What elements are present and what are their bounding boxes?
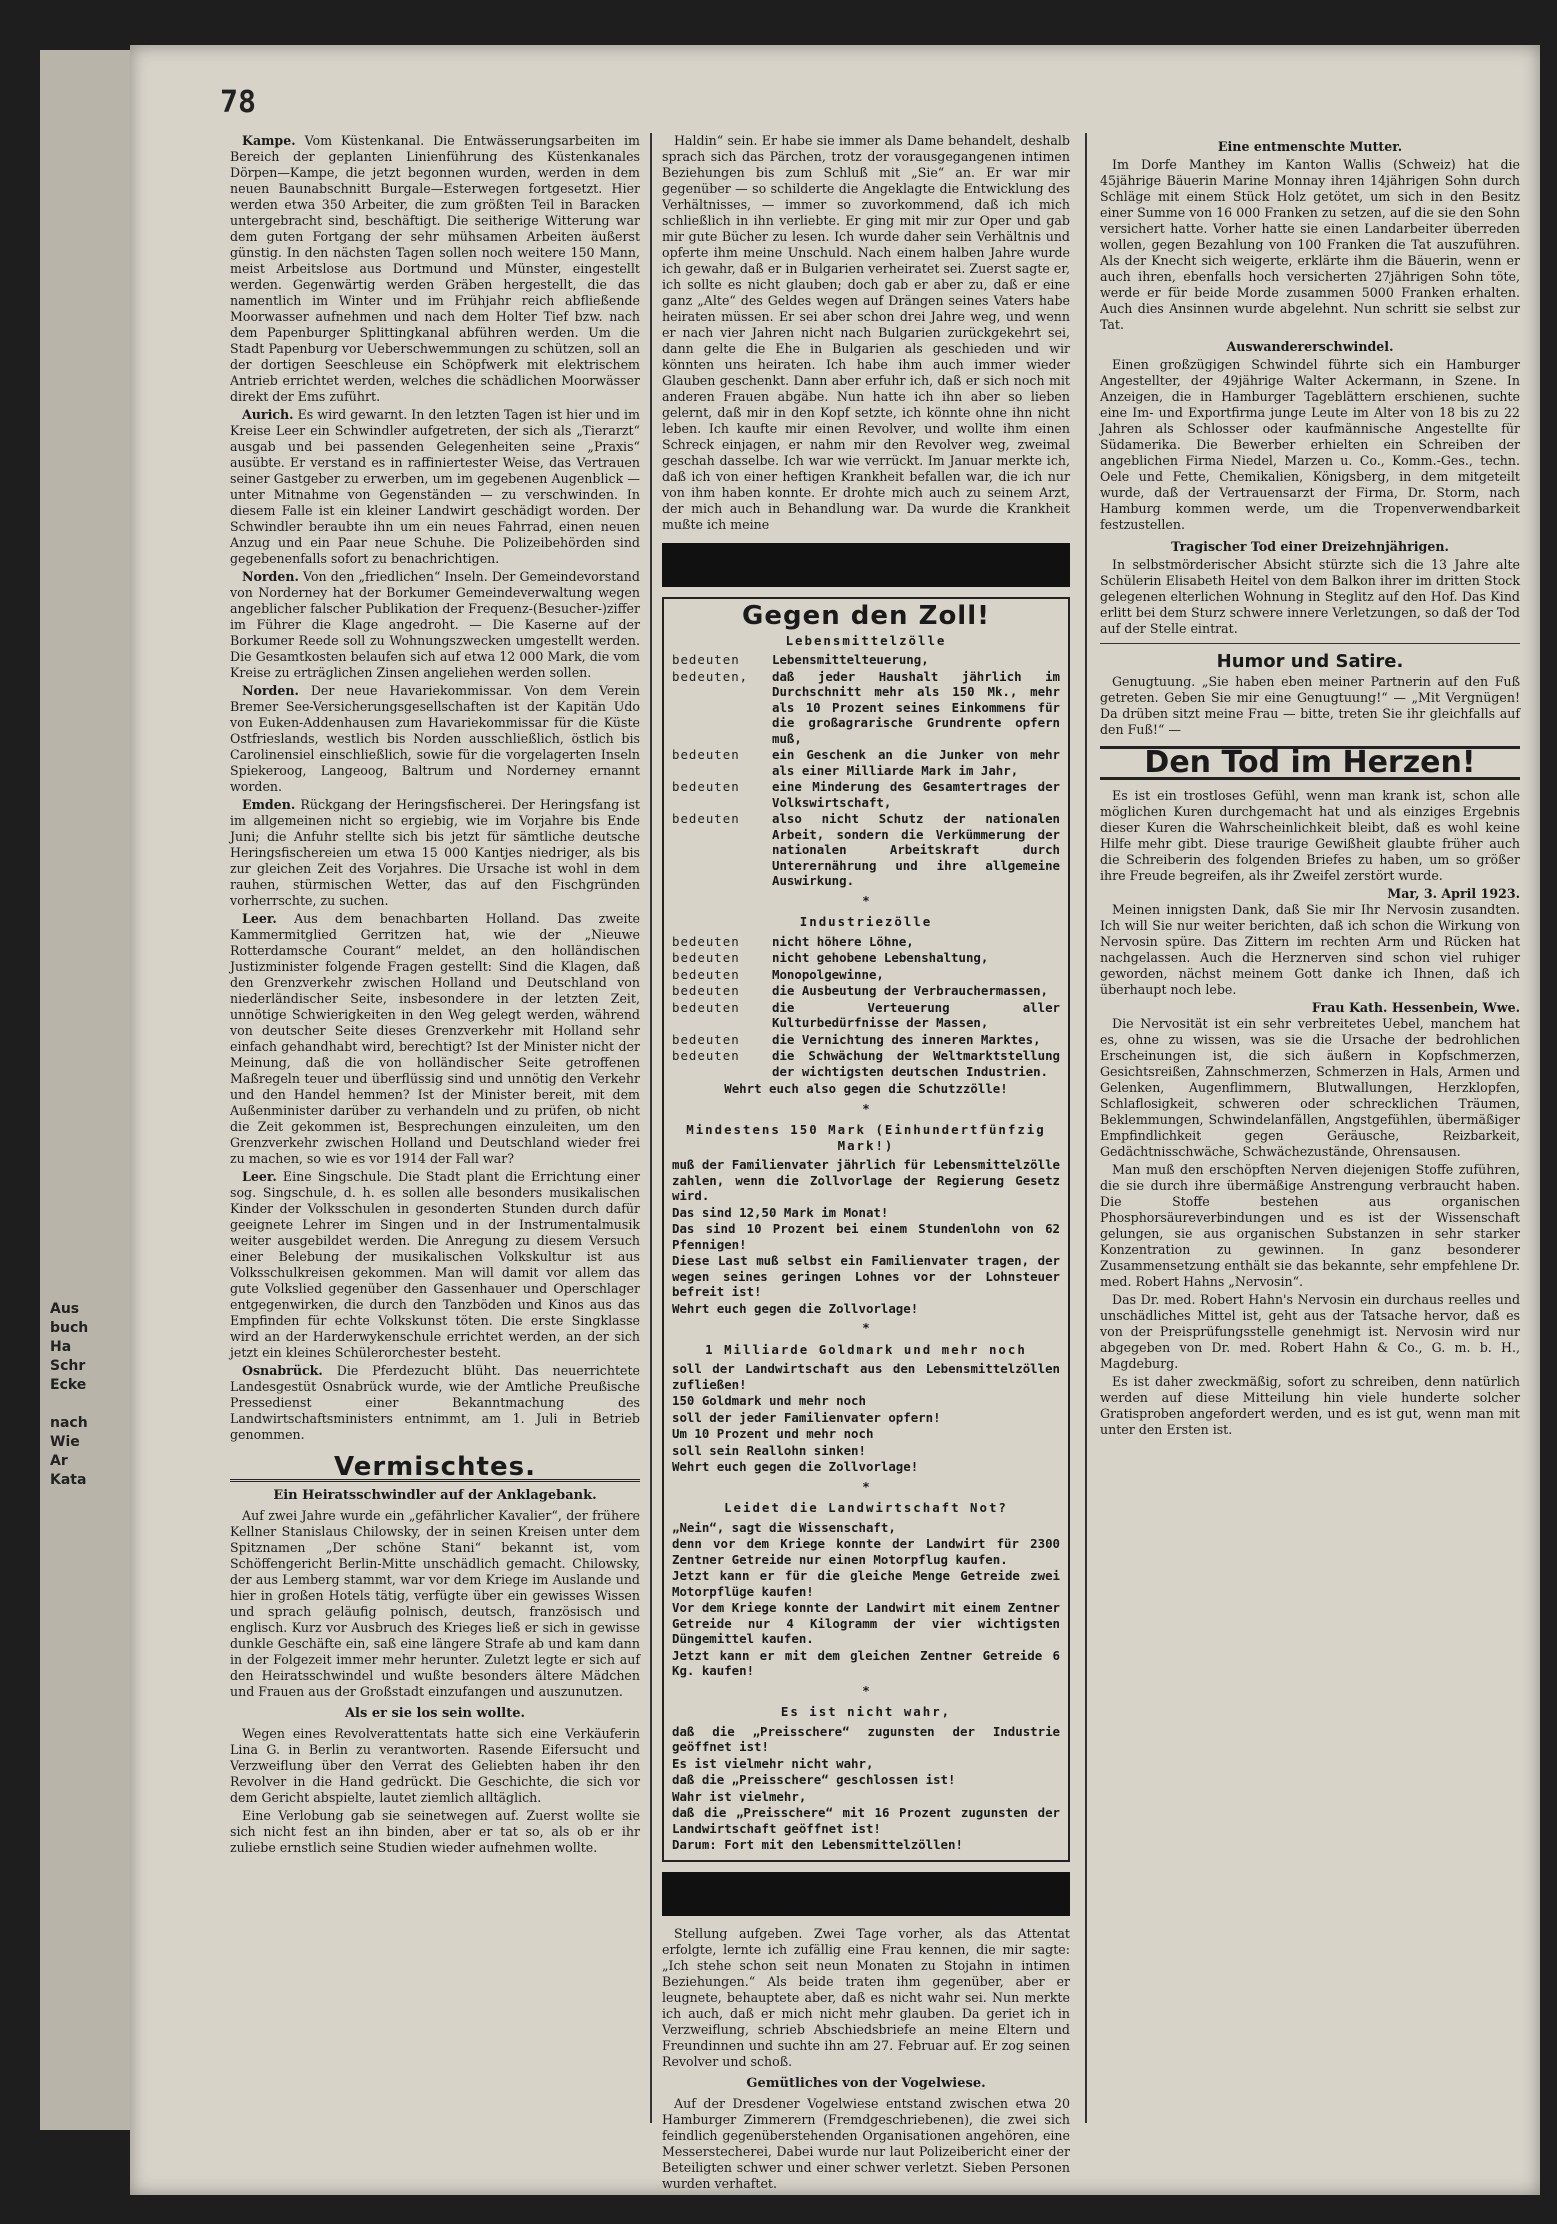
ad-line: Wehrt euch gegen die Zollvorlage! xyxy=(672,1300,919,1316)
article-paragraph: In selbstmörderischer Absicht stürzte sich die 13 Jahre alte Schülerin Elisabeth Heitel von dem Balkon ihrer im dritten Stock gelegenen elterlichen Wohnung in Steglitz auf den Hof. Das Kind erlitt bei dem Sturz schwere innere Verletzungen, so daß der Tod auf der Stelle eintrat. xyxy=(1100,557,1520,636)
ad-row-value: eine Minderung des Gesamtertrages der Volkswirtschaft, xyxy=(772,779,1060,810)
ad-row xyxy=(672,1032,1060,1048)
ad-line: Wehrt euch gegen die Zollvorlage! xyxy=(672,1459,919,1474)
ad-block-heading: Es ist nicht wahr, xyxy=(780,1704,952,1719)
article-paragraph: Es ist ein trostloses Gefühl, wenn man krank ist, schon alle möglichen Kuren durchgemacht hat und als einziges Ergebnis dieser Kuren die Wahrscheinlichkeit bleibt, daß es wohl keine Hilfe mehr gibt. Diese traurige Gewißheit glaubte früher auch die Schreiberin des folgenden Briefes zu haben, um so größer ihre Freude begreifen, als ihr Zweifel zerstört wurde. xyxy=(1100,788,1520,883)
article-paragraph: Die Nervosität ist ein sehr verbreitetes Uebel, manchem hat es, ohne zu wissen, was sie die Ursache der bedrohlichen Erscheinungen ist, die sich äußern in Kopfschmerzen, Gesichtsreißen, Zahnschmerzen, Schmerzen in Hals, Armen und Gelenken, Augenflimmern, Blutwallungen, Herzklopfen, Schlaflosigkeit, schweren oder schrecklichen Träumen, Beklemmungen, Schwindelanfällen, Angstgefühlen, übermäßiger Empfindlichkeit gegen Geräusche, Reizbarkeit, Gedächtnisschwäche, Schwächezustände, Ohrensausen. xyxy=(1100,1016,1520,1159)
side-strip-line: Ecke xyxy=(50,1377,87,1393)
article-heading: Tragischer Tod einer Dreizehnjährigen. xyxy=(1171,539,1449,554)
ad-line: Das sind 10 Prozent bei einem Stundenlohn von 62 Pfennigen! xyxy=(672,1221,1060,1252)
ad-line: Um 10 Prozent und mehr noch xyxy=(672,1426,874,1441)
ad-line: daß die „Preisschere“ zugunsten der Industrie geöffnet ist! xyxy=(672,1723,1060,1754)
ad-line: soll sein Reallohn sinken! xyxy=(672,1442,866,1458)
ad-line: Darum: Fort mit den Lebensmittelzöllen! xyxy=(672,1837,963,1852)
ad-line: Das sind 12,50 Mark im Monat! xyxy=(672,1204,889,1220)
ad-row-value: Monopolgewinne, xyxy=(772,966,884,982)
ad-row xyxy=(672,747,1060,778)
side-strip-line: Kata xyxy=(50,1472,87,1488)
ad-row-key: bedeuten xyxy=(672,811,740,826)
middle-column xyxy=(662,133,1070,2191)
article-paragraph: Stellung aufgeben. Zwei Tage vorher, als das Attentat erfolgte, lernte ich zufällig eine Frau kennen, die mir sagte: „Ich stehe schon seit neun Monaten zu Stojahn in intimen Beziehungen.“ Als beide traten ihm gegenüber, aber er leugnete, behauptete aber, daß es nicht wahr sei. Nun merkte ich auch, daß er mich nicht mehr glauben. Da geriet ich in Verzweiflung, schrieb Abschiedsbriefe an meine Eltern und Freundinnen und suchte ihn am 27. Februar auf. Er zog seinen Revolver und schoß. xyxy=(662,1925,1070,2069)
ad-row xyxy=(672,811,1060,889)
letter-date: Mar, 3. April 1923. xyxy=(1387,886,1520,901)
ad-line: denn vor dem Kriege konnte der Landwirt für 2300 Zentner Getreide nur einen Motorpflug kaufen. xyxy=(672,1536,1060,1567)
ad-line: daß die „Preisschere“ mit 16 Prozent zugunsten der Landwirtschaft geöffnet ist! xyxy=(672,1805,1060,1836)
ad-row xyxy=(672,1000,1060,1031)
ad-block-heading: 1 Milliarde Goldmark und mehr noch xyxy=(705,1341,1027,1357)
news-item-location: Leer. xyxy=(242,911,277,926)
ad-row-key: bedeuten xyxy=(672,933,740,949)
news-item xyxy=(230,683,640,795)
ad-line: daß die „Preisschere“ geschlossen ist! xyxy=(672,1772,956,1787)
ad-lines xyxy=(672,1157,1060,1316)
ad-subheading: Industriezölle xyxy=(799,914,933,929)
ad-line: soll der jeder Familienvater opfern! xyxy=(672,1409,941,1425)
news-item-text: Rückgang der Heringsfischerei. Der Heringsfang ist im allgemeinen nicht so ergiebig, wie im Vorjahre bis Ende Juni; die Anfuhr stellte sich bis jetzt für sämtliche deutsche Heringsfischereien um etwa 15 000 Kantjes niedriger, als bis zur gleichen Zeit des Vorjahres. Die Ursache ist wohl in dem rauhen, stürmischen Wetter, das auf den Fischgründen vorherrschte, zu suchen. xyxy=(230,797,640,908)
news-item xyxy=(230,797,640,909)
news-item-text: Aus dem benachbarten Holland. Das zweite Kammermitglied Gerritzen hat, wie der „Nieuwe Rotterdamsche Courant“ meldet, an den holländischen Justizminister folgende Fragen gestellt: Sind die Klagen, daß den Grenzverkehr zwischen Holland und Deutschland von niederländischer Seite, insbesondere in der letzten Zeit, unnötige Schwierigkeiten in den Weg gelegt werden, während von deutscher Seite dieses Grenzverkehr mit Holland sehr einfach gehandhabt wird, berechtigt? Ist der Minister nicht der Meinung, daß die von holländischer Seite getroffenen Maßregeln teuer und überflüssig sind und unnötig den Verkehr und den Handel hemmen? Ist der Minister bereit, mit dem Außenminister darüber zu verhandeln und zu prüfen, ob nicht die Zeit gekommen ist, Besprechungen einzuleiten, um den Grenzverkehr zwischen Holland und Deutschland wieder frei zu machen, so wie es vor 1914 der Fall war? xyxy=(230,911,640,1166)
side-strip-line xyxy=(50,1395,140,1414)
underlying-page-text xyxy=(50,1300,140,1490)
ad-row-key: bedeuten, xyxy=(672,668,749,684)
article-paragraph: Im Dorfe Manthey im Kanton Wallis (Schweiz) hat die 45jährige Bäuerin Marine Monnay ihren 14jährigen Sohn durch Schläge mit einem Stück Holz getötet, um sich in den Besitz einer Summe von 16 000 Franken zu setzen, auf die sie den Sohn versichert hatte. Vorher hatte sie einen Landarbeiter überreden wollen, gegen Bezahlung von 100 Franken die Tat auszuführen. Als der Knecht sich weigerte, erklärte ihm die Bäuerin, wenn er auch ihren, ebenfalls hoch versicherten 27jährigen Sohn töte, werde er für beide Morde zusammen 5000 Franken erhalten. Auch dies Ansinnen wurde abgelehnt. Nun schritt sie selbst zur Tat. xyxy=(1100,157,1520,332)
ad-row xyxy=(672,983,1060,999)
ad-row-key: bedeuten xyxy=(672,966,740,982)
ad-line: Jetzt kann er für die gleiche Menge Getreide zwei Motorpflüge kaufen! xyxy=(672,1568,1060,1599)
news-item-location: Osnabrück. xyxy=(242,1363,323,1378)
news-item xyxy=(230,1169,640,1361)
page-number: 78 xyxy=(220,85,257,120)
ad-row-key: bedeuten xyxy=(672,652,740,667)
side-strip-line: Ar xyxy=(50,1453,68,1469)
ad-separator: * xyxy=(862,892,870,908)
ad-lines xyxy=(672,1520,1060,1679)
column-divider xyxy=(1085,133,1087,2123)
side-strip-line: Schr xyxy=(50,1358,86,1374)
ad-line: Wahr ist vielmehr, xyxy=(672,1788,807,1804)
article-paragraph: Auf der Dresdener Vogelwiese entstand zwischen etwa 20 Hamburger Zimmerern (Fremdgeschriebenen), die zwei sich feindlich gegenüberstehenden Organisationen angehören, eine Messerstecherei, Dabei wurde nur laut Polizeibericht einer der Beteiligten schwer und einer schwer verletzt. Sieben Personen wurden verhaftet. xyxy=(662,2095,1070,2191)
ad-line: Jetzt kann er mit dem gleichen Zentner Getreide 6 Kg. kaufen! xyxy=(672,1647,1060,1678)
article-paragraph: Genugtuung. „Sie haben eben meiner Partnerin auf den Fuß getreten. Geben Sie mir eine Genugtuung!“ — „Mit Vergnügen! Da drüben sitzt meine Frau — bitte, treten Sie ihr gleichfalls auf den Fuß!“ — xyxy=(1100,674,1520,737)
article-subtitle: Ein Heiratsschwindler auf der Anklagebank. xyxy=(273,1488,597,1503)
ad-line: soll der Landwirtschaft aus den Lebensmittelzöllen zufließen! xyxy=(672,1361,1060,1392)
ad-line: muß der Familienvater jährlich für Lebensmittelzölle zahlen, wenn die Zollvorlage der Regierung Gesetz wird. xyxy=(672,1157,1060,1203)
ad-row-key: bedeuten xyxy=(672,747,740,762)
ad-line: 150 Goldmark und mehr noch xyxy=(672,1393,866,1408)
ad-row xyxy=(672,669,1060,747)
news-item xyxy=(230,569,640,681)
ad-lines xyxy=(672,1724,1060,1853)
news-item xyxy=(230,407,640,567)
ad-row-key: bedeuten xyxy=(672,1048,740,1063)
ad-line: Diese Last muß selbst ein Familienvater tragen, der wegen seines geringen Lohnes vor der Lohnsteuer befreit ist! xyxy=(672,1253,1060,1299)
letter-signature: Frau Kath. Hessenbein, Wwe. xyxy=(1311,1000,1520,1015)
article-paragraph: Einen großzügigen Schwindel führte sich ein Hamburger Angestellter, der 49jährige Walter Ackermann, in Szene. In Anzeigen, die in Hamburger Tageblättern erschienen, suchte eine Im- und Exportfirma junge Leute im Alter von 18 bis zu 22 Jahren als Schlosser oder kaufmännische Angestellte für Südamerika. Die Bewerber erhielten ein Schreiben der angeblichen Firma Niedel, Marzen u. Co., Komm.-Ges., techn. Oele und Fette, Chemikalien, Königsberg, in dem mitgeteilt wurde, daß der Vertrauensarzt der Firma, Dr. Storm, nach Hamburg kommen werde, um die Tropenverwendbarkeit festzustellen. xyxy=(1100,357,1520,532)
ad-title: Gegen den Zoll! xyxy=(742,601,990,631)
divider xyxy=(1100,643,1520,644)
left-column xyxy=(230,133,640,2033)
side-strip-line: nach xyxy=(50,1415,88,1431)
news-item-location: Norden. xyxy=(242,683,299,698)
article-heading: Auswandererschwindel. xyxy=(1226,339,1394,354)
ad-row xyxy=(672,652,1060,668)
article-subtitle: Als er sie los sein wollte. xyxy=(344,1706,526,1721)
news-item-location: Emden. xyxy=(242,797,296,812)
news-item-text: Eine Singschule. Die Stadt plant die Errichtung einer sog. Singschule, d. h. es sollen alle besonders musikalischen Kinder der Volksschulen in gesonderten Stunden durch dafür geeignete Lehrer im Singen und in der Instrumentalmusik weiter ausgebildet werden. Die Anregung zu diesem Versuch einer Belebung der musikalischen Volkskultur ist aus Volksschulkreisen gekommen. Man will damit vor allem das gute Volkslied gegenüber den Gassenhauer und Operschlager entgegenwirken, die durch den Tanzböden und Kinos aus das Empfinden für echte Volkskunst töten. Die erste Singklasse wird an der Harderwykenschule errichtet werden, an der sich jetzt ein kleines Schülerorchester besteht. xyxy=(230,1169,640,1360)
article-paragraph: Es ist daher zweckmäßig, sofort zu schreiben, denn natürlich werden auf diese Mitteilung hin viele hunderte solcher Gratisproben angefordert werden, und es ist gut, wenn man mit unter den Ersten ist. xyxy=(1100,1374,1520,1437)
ad-block-heading: Leidet die Landwirtschaft Not? xyxy=(724,1500,1008,1515)
ad-row-value: nicht gehobene Lebenshaltung, xyxy=(772,950,989,965)
ad-subheading: Lebensmittelzölle xyxy=(785,632,947,648)
article-paragraph: Wegen eines Revolverattentats hatte sich eine Verkäuferin Lina G. in Berlin zu verantworten. Rasende Eifersucht und Verzweiflung über den Verrat des Geliebten haben ihr den Revolver in die Hand gedrückt. Die Geschichte, die sich vor dem Gericht abspielte, lautet ziemlich alltäglich. xyxy=(230,1726,640,1805)
ad-lines xyxy=(672,1361,1060,1475)
ad-separator: * xyxy=(862,1320,870,1335)
article-paragraph: Eine Verlobung gab sie seinetwegen auf. Zuerst wollte sie sich nicht fest an ihn binden, aber er tat so, als ob er ihr zuliebe ernstlich seine Studien wieder aufnehmen wollte. xyxy=(230,1808,640,1855)
black-bar xyxy=(662,1872,1070,1916)
ad-row xyxy=(672,950,1060,966)
advertisement-box xyxy=(662,597,1070,1862)
article-paragraph: Das Dr. med. Robert Hahn's Nervosin ein durchaus reelles und unschädliches Mittel ist, geht aus der Tatsache hervor, daß es von der Preisprüfungsstelle genehmigt ist. Nervosin wird nur abgegeben von Dr. med. Robert Hahn & Co., G. m. b. H., Magdeburg. xyxy=(1100,1292,1520,1371)
article-subtitle: Gemütliches von der Vogelwiese. xyxy=(746,2075,986,2091)
ad-row-value: daß jeder Haushalt jährlich im Durchschnitt mehr als 150 Mk., mehr als 10 Prozent seines Einkommens für die großagrarische Grundrente opfern muß, xyxy=(772,668,1060,746)
news-item-location: Leer. xyxy=(242,1169,277,1184)
right-column xyxy=(1100,133,1520,2113)
column-divider xyxy=(650,133,652,2123)
ad-line: „Nein“, sagt die Wissenschaft, xyxy=(672,1519,896,1535)
ad-block-heading: Mindestens 150 Mark (Einhundertfünfzig Mark!) xyxy=(686,1122,1046,1153)
side-strip-line: buch xyxy=(50,1320,89,1336)
ad-separator: * xyxy=(862,1100,870,1116)
article-paragraph: Meinen innigsten Dank, daß Sie mir Ihr Nervosin zusandten. Ich will Sie nur weiter berichten, daß ich schon die Wirkung von Nervosin spüre. Das Zittern im rechten Arm und Rücken hat nachgelassen. Auch die Herznerven sind schon viel ruhiger geworden, nächst meinem Gott danke ich Ihnen, daß ich überhaupt noch lebe. xyxy=(1100,902,1520,997)
ad-list xyxy=(672,652,1060,889)
ad-separator: * xyxy=(862,1478,870,1494)
ad-row xyxy=(672,1048,1060,1079)
ad-row-key: bedeuten xyxy=(672,999,740,1015)
ad-separator: * xyxy=(862,1682,870,1698)
side-strip-line: Aus xyxy=(50,1301,80,1317)
news-item-location: Norden. xyxy=(242,569,299,584)
news-item xyxy=(230,1363,640,1443)
regional-news xyxy=(230,133,640,1443)
ad-row-value: also nicht Schutz der nationalen Arbeit, sondern die Verkümmerung der nationalen Arbeitskraft durch Unterernährung und ihre allgemeine Auswirkung. xyxy=(772,811,1060,888)
ad-line: Es ist vielmehr nicht wahr, xyxy=(672,1755,874,1771)
ad-headline: Den Tod im Herzen! xyxy=(1100,746,1520,780)
section-heading: Humor und Satire. xyxy=(1216,651,1404,672)
news-item-text: Vom Küstenkanal. Die Entwässerungsarbeiten im Bereich der geplanten Linienführung des Küstenkanales Dörpen—Kampe, die jetzt begonnen wurden, werden in dem neuen Baunabschnitt Burgale—Esterwegen fortgesetzt. Hier werden etwa 350 Arbeiter, die zum größten Teil in Baracken untergebracht sind, beschäftigt. Die seitherige Witterung war dem guten Fortgang der sehr mühsamen Arbeiten äußerst günstig. In den nächsten Tagen sollen noch weitere 150 Mann, meist Arbeitslose aus Dortmund und Münster, eingestellt werden. Gegenwärtig werden Gräben hergestellt, die das namentlich im Winter und im Frühjahr reich abfließende Moorwasser aufnehmen und nach dem Holter Tief bzw. nach dem Papenburger Splittingkanal abführen werden. Um die Stadt Papenburg vor Ueberschwemmungen zu schützen, soll an der dortigen Seeschleuse ein Schöpfwerk mit elektrischem Antrieb errichtet werden, welches die schädlichen Moorwässer direkt der Ems zuführt. xyxy=(230,133,640,404)
section-title: Vermischtes. xyxy=(230,1459,640,1482)
ad-row-value: die Vernichtung des inneren Marktes, xyxy=(772,1031,1041,1047)
side-strip-line: Wie xyxy=(50,1434,80,1450)
article-heading: Eine entmenschte Mutter. xyxy=(1217,139,1403,154)
news-item-text: Es wird gewarnt. In den letzten Tagen ist hier und im Kreise Leer ein Schwindler aufgetreten, der sich als „Tierarzt“ ausgab und bei passenden Gelegenheiten seine „Praxis“ ausübte. Er verstand es in raffiniertester Weise, das Vertrauen seiner Gastgeber zu erwerben, um im gegebenen Augenblick — unter Mitnahme von Gegenständen — zu verschwinden. In diesem Falle ist ein kleiner Landwirt geschädigt worden. Der Schwindler beraubte ihn um ein neues Fahrrad, einen neuen Anzug und ein Paar neue Schuhe. Die Polizeibehörden sind gegebenenfalls sofort zu benachrichtigen. xyxy=(230,407,640,566)
news-item-text: Von den „friedlichen“ Inseln. Der Gemeindevorstand von Norderney hat der Borkumer Gemeindeverwaltung wegen angeblicher falscher Publikation der Frequenz-(Besucher-)ziffer im Führer die Klage angedroht. — Die Kaserne auf der Borkumer Reede soll zu Wohnungszwecken umgestellt werden. Die Gesamtkosten belaufen sich auf etwa 12 000 Mark, die vom Kreise zu erträglichen Zinsen angeliehen werden sollen. xyxy=(230,569,640,680)
ad-row-key: bedeuten xyxy=(672,950,740,965)
news-item-text: Der neue Havariekommissar. Von dem Verein Bremer See-Versicherungsgesellschaften ist der Kapitän Udo von Euken-Addenhausen zum Havariekommissar für die Küste Ostfrieslands, westlich bis Norden ausschließlich, östlich bis Carolinensiel einschließlich, sowie für die vorgelagerten Inseln Spiekeroog, Langeoog, Baltrum und Norderney ernannt worden. xyxy=(230,683,640,794)
black-bar xyxy=(662,543,1070,587)
ad-row-value: Lebensmittelteuerung, xyxy=(772,652,929,667)
ad-row xyxy=(672,967,1060,983)
news-item-text: Die Pferdezucht blüht. Das neuerrichtete Landesgestüt Osnabrück wurde, wie der Amtliche Preußische Pressedienst einer Bekanntmachung des Landwirtschaftsministers entnimmt, am 1. Juli in Betrieb genommen. xyxy=(230,1363,640,1442)
newspaper-page xyxy=(130,45,1540,2195)
ad-row-key: bedeuten xyxy=(672,983,740,998)
news-item xyxy=(230,133,640,405)
ad-row-key: bedeuten xyxy=(672,1031,740,1047)
article-paragraph: Auf zwei Jahre wurde ein „gefährlicher Kavalier“, der frühere Kellner Stanislaus Chilowsky, der in seinen Kreisen unter dem Spitznamen „Der schöne Stani“ bekannt ist, vom Schöffengericht Berlin-Mitte unschädlich gemacht. Chilowsky, der aus Lemberg stammt, war vor dem Kriege im Auslande und hier in großen Hotels tätig, verfügte über ein gewisses Wissen und sprach geläufig polnisch, deutsch, französisch und englisch. Kurz vor Ausbruch des Krieges ließ er sich in gewisse dunkle Geschäfte ein, saß eine längere Strafe ab und kam dann in der Folgezeit immer mehr herunter. Zuletzt legte er sich auf den Heiratsschwindel und wußte besonders ältere Mädchen und Frauen aus der Großstadt einzufangen und auszunutzen. xyxy=(230,1508,640,1699)
ad-row-value: nicht höhere Löhne, xyxy=(772,933,914,949)
ad-row-value: ein Geschenk an die Junker von mehr als einer Milliarde Mark im Jahr, xyxy=(772,747,1060,778)
ad-row-value: die Verteuerung aller Kulturbedürfnisse der Massen, xyxy=(772,999,1060,1030)
article-paragraph: Haldin“ sein. Er habe sie immer als Dame behandelt, deshalb sprach sich das Pärchen, trotz der vorausgegangenen intimen Beziehungen bis zum Schluß mit „Sie“ an. Er war mir gegenüber — so schilderte die Angeklagte die Entwicklung des Verhältnisses, — immer so zuvorkommend, daß ich mich schließlich in ihn verliebte. Er ging mit mir zur Oper und gab mir gute Bücher zu lesen. Ich wurde daher sein Verhältnis und opferte ihm meine Unschuld. Nach einem halben Jahre wurde ich gewahr, daß er in Bulgarien verheiratet sei. Zuerst sagte er, ich sollte es nicht glauben; doch gab er aber zu, daß er eine ganz „Alte“ des Geldes wegen auf Drängen seines Vaters habe heiraten müssen. Er sei aber schon drei Jahre weg, und wenn er nach vier Jahren nicht nach Bulgarien zurückgekehrt sei, dann gelte die Ehe in Bulgarien als geschieden und wir könnten uns heiraten. Ich habe ihm auch immer wieder Glauben geschenkt. Dann aber erfuhr ich, daß er sich noch mit anderen Frauen abgäbe. Nun hatte ich ihn aber so lieben gelernt, daß mir in den Kopf setzte, ich könnte ohne ihn nicht leben. Ich kaufte mir einen Revolver, und wollte ihm einen Schreck einjagen, er nahm mir den Revolver weg, zweimal geschah dasselbe. Ich war wie verrückt. Im Januar merkte ich, daß ich von einer heftigen Krankheit befallen war, die ich nur von ihm haben konnte. Er drohte mich auch zu seinem Arzt, der mich auch in Behandlung war. Da wurde die Krankheit mußte ich meine xyxy=(662,133,1070,532)
ad-row xyxy=(672,934,1060,950)
ad-row-value: die Ausbeutung der Verbrauchermassen, xyxy=(772,983,1049,998)
ad-row-key: bedeuten xyxy=(672,779,740,794)
ad-line: Wehrt euch also gegen die Schutzzölle! xyxy=(724,1081,1008,1096)
ad-row-value: die Schwächung der Weltmarktstellung der wichtigsten deutschen Industrien. xyxy=(772,1048,1060,1079)
article-paragraph: Man muß den erschöpften Nerven diejenigen Stoffe zuführen, die sie durch ihre übermäßige Anstrengung verbraucht haben. Die Stoffe bestehen aus organischen Phosphorsäureverbindungen und es ist der Wissenschaft gelungen, sie aus organischen Substanzen in sehr starker Konzentration zu gewinnen. In ganz besonderer Zusammensetzung enthält sie das bekannte, sehr empfehlene Dr. med. Robert Hahns „Nervosin“. xyxy=(1100,1162,1520,1289)
news-item-location: Kampe. xyxy=(242,133,296,148)
news-item-location: Aurich. xyxy=(242,407,294,422)
ad-list xyxy=(672,934,1060,1080)
news-item xyxy=(230,911,640,1167)
ad-line: Vor dem Kriege konnte der Landwirt mit einem Zentner Getreide nur 4 Kilogramm der vier wichtigsten Düngemittel kaufen. xyxy=(672,1600,1060,1646)
ad-row xyxy=(672,779,1060,810)
side-strip-line: Ha xyxy=(50,1339,72,1355)
